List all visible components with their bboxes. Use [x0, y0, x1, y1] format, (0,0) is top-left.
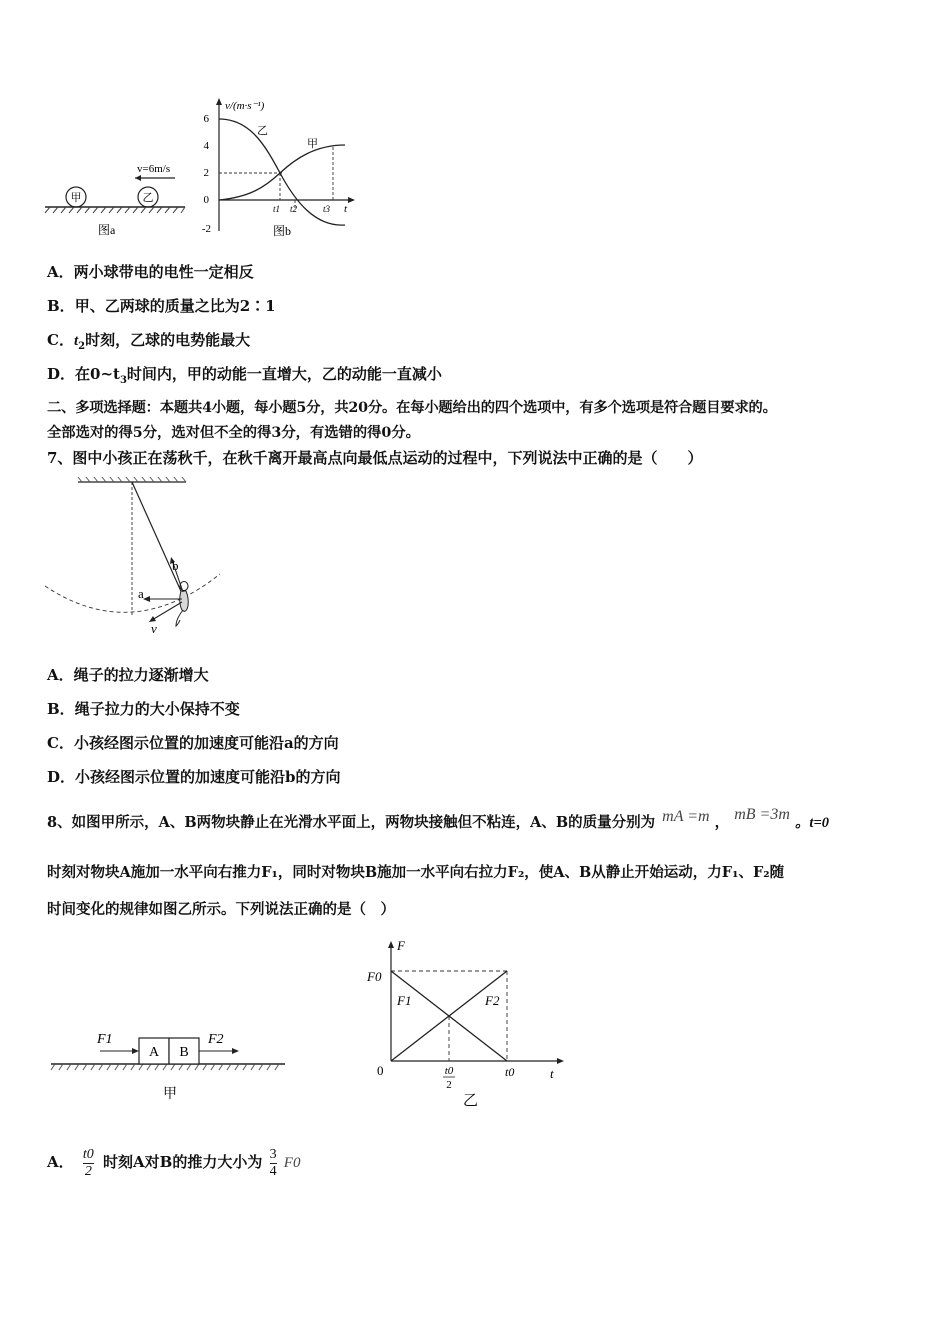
- figure-swing: [40, 474, 240, 640]
- figure-yi: [355, 935, 575, 1115]
- q8-option-a[interactable]: A． $\frac{t0}{2}$ 时刻A对B的推力大小为 $\frac{3}{4}$ F0: [47, 1146, 301, 1179]
- vector-a-label: a: [138, 586, 144, 601]
- f0-tick: F0: [367, 969, 382, 984]
- section2-line1: 二、多项选择题：本题共4小题，每小题5分，共20分。在每小题给出的四个选项中，有多个选项是符合题目要求的。: [47, 400, 777, 416]
- q7-option-b[interactable]: B．绳子拉力的大小保持不变: [47, 700, 240, 718]
- fraction-t0-half: $\frac{t0}{2}$: [82, 1146, 94, 1179]
- caption-fig-b: 图b: [273, 224, 292, 238]
- y-tick-0: 0: [203, 194, 209, 206]
- mass-a: mA =m: [662, 808, 710, 825]
- q8-line3: 时间变化的规律如图乙所示。下列说法正确的是（ ）: [47, 901, 395, 918]
- y-tick-6: 6: [203, 113, 209, 125]
- y-tick-neg2: -2: [201, 223, 211, 235]
- force-f2-label: F2: [208, 1032, 224, 1047]
- mass-b: mB =3m: [734, 806, 790, 823]
- caption-jia: 甲: [163, 1087, 177, 1102]
- axis-y-label: v/(m·s⁻¹): [225, 100, 265, 112]
- q6-option-a[interactable]: A．两小球带电的电性一定相反: [47, 263, 254, 281]
- q6-option-b[interactable]: B．甲、乙两球的质量之比为2∶1: [47, 297, 276, 315]
- q8-line1: 8、如图甲所示，A、B两物块静止在光滑水平面上，两物块接触但不粘连，A、B的质量分别为 mA =m ， mB =3m 。t=0: [47, 806, 829, 831]
- block-a-label: A: [148, 1045, 160, 1060]
- q7-option-c[interactable]: C．小孩经图示位置的加速度可能沿a的方向: [47, 734, 339, 752]
- half-t0-den: 2: [446, 1079, 452, 1091]
- q6-option-c[interactable]: C．$t_2$时刻，乙球的电势能最大: [47, 331, 251, 352]
- ball-yi-label: 乙: [142, 192, 154, 204]
- y-tick-2: 2: [203, 167, 209, 179]
- vector-b-label: b: [172, 558, 179, 573]
- half-t0-num: t0: [444, 1065, 454, 1077]
- q8-line2: 时刻对物块A施加一水平向右推力F₁，同时对物块B施加一水平向右拉力F₂，使A、B从静止开始运动，力F₁、F₂随: [47, 864, 785, 881]
- figure-jia: [45, 1020, 295, 1110]
- fraction-three-quarters: $\frac{3}{4}$: [269, 1146, 277, 1179]
- line-f2-label: F2: [485, 993, 500, 1008]
- curve-yi-label: 乙: [257, 125, 268, 137]
- t-tick-1: t1: [273, 204, 281, 214]
- vector-v-label: v: [151, 621, 157, 636]
- figure-a: [40, 150, 195, 240]
- origin-label: 0: [377, 1063, 384, 1078]
- caption-yi: 乙: [463, 1093, 479, 1109]
- figure-b: [195, 95, 365, 240]
- axis-t-label: t: [550, 1066, 554, 1081]
- q7-option-a[interactable]: A．绳子的拉力逐渐增大: [47, 666, 209, 684]
- velocity-label: v=6m/s: [137, 163, 171, 175]
- section2-line2: 全部选对的得5分，选对但不全的得3分，有选错的得0分。: [47, 425, 420, 441]
- curve-jia-label: 甲: [307, 138, 318, 150]
- caption-fig-a: 图a: [98, 223, 116, 237]
- block-b-label: B: [179, 1045, 189, 1060]
- q7-option-d[interactable]: D．小孩经图示位置的加速度可能沿b的方向: [47, 768, 341, 786]
- curve-jia: [219, 145, 345, 200]
- force-f1-label: F1: [97, 1032, 113, 1047]
- q7-stem: 7、图中小孩正在荡秋千，在秋千离开最高点向最低点运动的过程中，下列说法中正确的是（ ）: [47, 449, 703, 467]
- t-tick-3: t3: [323, 204, 331, 214]
- ball-jia-label: 甲: [70, 192, 82, 204]
- q6-option-d[interactable]: D．在$0\sim t_3$时间内，甲的动能一直增大，乙的动能一直减小: [47, 365, 442, 386]
- t0-tick: t0: [505, 1065, 515, 1079]
- t-tick-2: t2: [290, 204, 298, 214]
- axis-f-label: F: [397, 938, 405, 953]
- y-tick-4: 4: [203, 140, 209, 152]
- axis-x-label: t: [344, 203, 348, 215]
- line-f1-label: F1: [397, 993, 412, 1008]
